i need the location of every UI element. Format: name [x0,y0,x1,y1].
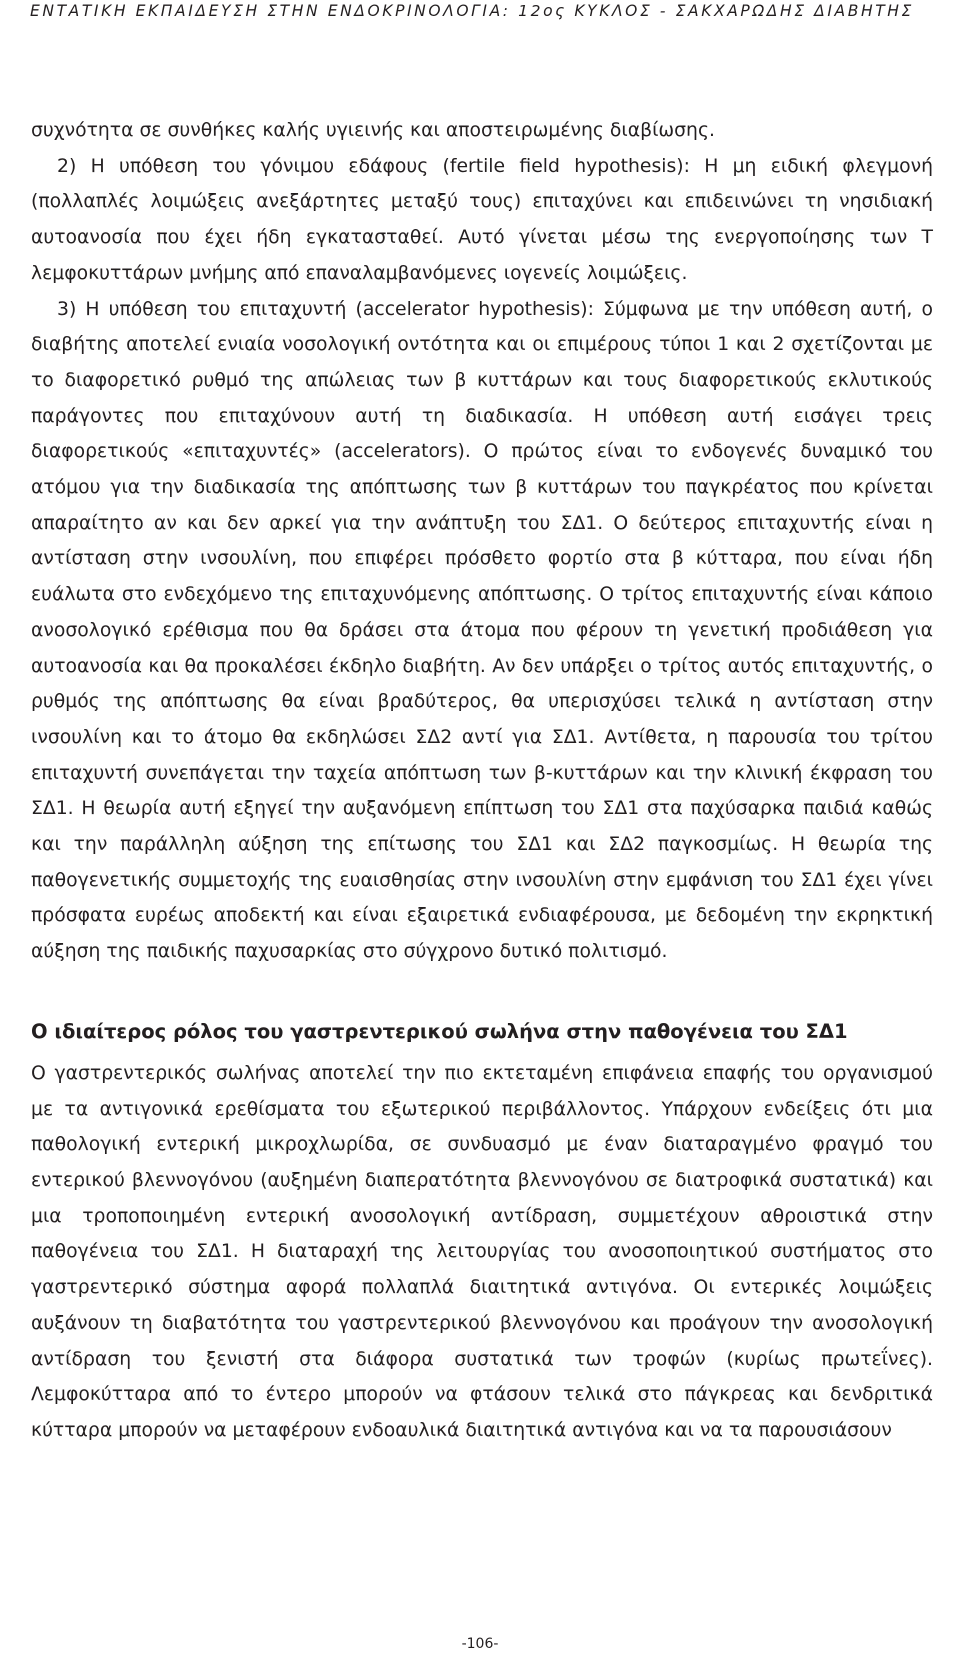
page-number: -106- [461,1636,499,1652]
running-header: ΕΝΤΑΤΙΚΗ ΕΚΠΑΙΔΕΥΣΗ ΣΤΗΝ ΕΝΔΟΚΡΙΝΟΛΟΓΙΑ: 12ος ΚΥΚΛΟΣ - ΣΑΚΧΑΡΩΔΗΣ ΔΙΑΒΗΤΗΣ [30,2,914,20]
paragraph-continuation: συχνότητα σε συνθήκες καλής υγιεινής και αποστειρωμένης διαβίωσης. [31,120,715,141]
paragraph-fertile-field-hypothesis: 2) Η υπόθεση του γόνιμου εδάφους (fertile field hypothesis): Η μη ειδική φλεγμονή (πολλαπλές λοιμώξεις ανεξάρτητες μεταξύ τους) επιταχύνει και επιδεινώνει τη νησιδιακή αυτοανοσία που έχει ήδη εγκατασταθεί. Αυτό γίνεται μέσω της ενεργοποίησης των Τ λεμφοκυττάρων μνήμης από επαναλαμβανόμενες ιογενείς λοιμώξεις. [31,155,933,284]
paragraph-gastrointestinal-role: Ο γαστρεντερικός σωλήνας αποτελεί την πιο εκτεταμένη επιφάνεια επαφής του οργανισμού με τα αντιγονικά ερεθίσματα του εξωτερικού περιβάλλοντος. Υπάρχουν ενδείξεις ότι μια παθολογική εντερική μικροχλωρίδα, σε συνδυασμό με έναν διαταραγμένο φραγμό του εντερικού βλεννογόνου (αυξημένη διαπερατότητα βλεννογόνου σε διατροφικά συστατικά) και μια τροποποιημένη εντερική ανοσολογική αντίδραση, συμμετέχουν αθροιστικά στην παθογένεια του ΣΔ1. Η διαταραχή της λειτουργίας του ανοσοποιητικού συστήματος στο γαστρεντερικό σύστημα αφορά πολλαπλά διαιτητικά αντιγόνα. Οι εντερικές λοιμώξεις αυξάνουν τη διαβατότητα του γαστρεντερικού βλεννογόνου και προάγουν την ανοσολογική αντίδραση του ξενιστή στα διάφορα συστατικά των τροφών (κυρίως πρωτεΐνες). Λεμφοκύτταρα από το έντερο μπορούν να φτάσουν τελικά στο πάγκρεας και δενδριτικά κύτταρα μπορούν να μεταφέρουν ενδοαυλικά διαιτητικά αντιγόνα και να τα παρουσιάσουν [31,1062,933,1441]
body-text [31,113,933,1449]
section-heading: Ο ιδιαίτερος ρόλος του γαστρεντερικού σωλήνα στην παθογένεια του ΣΔ1 [31,1019,848,1043]
paragraph-accelerator-hypothesis: 3) Η υπόθεση του επιταχυντή (accelerator hypothesis): Σύμφωνα με την υπόθεση αυτή, ο διαβήτης αποτελεί ενιαία νοσολογική οντότητα και οι επιμέρους τύποι 1 και 2 σχετίζονται με το διαφορετικό ρυθμό της απώλειας των β κυττάρων και τους διαφορετικούς εκλυτικούς παράγοντες που επιταχύνουν αυτή τη διαδικασία. Η υπόθεση αυτή εισάγει τρεις διαφορετικούς «επιταχυντές» (accelerators). Ο πρώτος είναι το ενδογενές δυναμικό του ατόμου για την διαδικασία της απόπτωσης των β κυττάρων του παγκρέατος που κρίνεται απαραίτητο αν και δεν αρκεί για την ανάπτυξη του ΣΔ1. Ο δεύτερος επιταχυντής είναι η αντίσταση στην ινσουλίνη, που επιφέρει πρόσθετο φορτίο στα β κύτταρα, που είναι ήδη ευάλωτα στο ενδεχόμενο της επιταχυνόμενης απόπτωσης. Ο τρίτος επιταχυντής είναι κάποιο ανοσολογικό ερέθισμα που θα δράσει στα άτομα που φέρουν τη γενετική προδιάθεση για αυτοανοσία και θα προκαλέσει έκδηλο διαβήτη. Αν δεν υπάρξει ο τρίτος αυτός επιταχυντής, ο ρυθμός της απόπτωσης θα είναι βραδύτερος, θα υπερισχύσει τελικά η αντίσταση στην ινσουλίνη και το άτομο θα εκδηλώσει ΣΔ2 αντί για ΣΔ1. Αντίθετα, η παρουσία του τρίτου επιταχυντή συνεπάγεται την ταχεία απόπτωση των β-κυττάρων και την κλινική έκφραση του ΣΔ1. Η θεωρία αυτή εξηγεί την αυξανόμενη επίπτωση του ΣΔ1 στα παχύσαρκα παιδιά καθώς και την παράλληλη αύξηση της επίτωσης του ΣΔ1 και ΣΔ2 παγκοσμίως. Η θεωρία της παθογενετικής συμμετοχής της ευαισθησίας στην ινσουλίνη στην εμφάνιση του ΣΔ1 έχει γίνει πρόσφατα ευρέως αποδεκτή και είναι εξαιρετικά ενδιαφέρουσα, με δεδομένη την εκρηκτική αύξηση της παιδικής παχυσαρκίας στο σύγχρονο δυτικό πολιτισμό. [31,298,933,963]
